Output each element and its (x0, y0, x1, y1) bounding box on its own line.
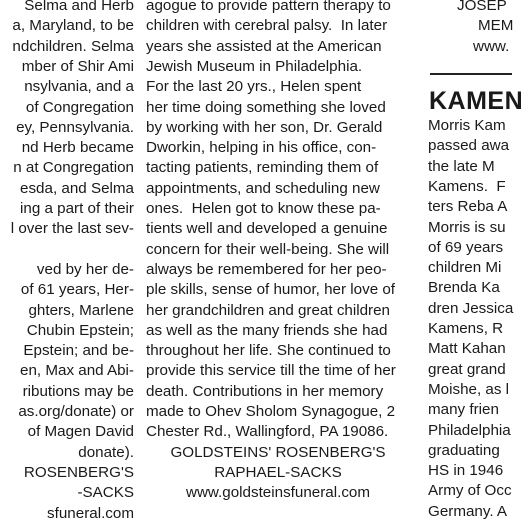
column-center (146, 0, 410, 512)
col2-line: GOLDSTEINS' ROSENBERG'S (170, 443, 386, 461)
col3-line: ters Reba A (428, 198, 508, 216)
col1-line: nsylvania, and a (24, 78, 134, 96)
col2-line: children with cerebral palsy. In later (146, 17, 388, 35)
col3-line: Army of Occ (428, 482, 512, 500)
col3-top-line: MEM (478, 17, 514, 35)
col1-line: ROSENBERG'S (23, 463, 134, 481)
col3-line: Matt Kahan (428, 340, 506, 358)
col2-line: concern for their well-being. She will (146, 240, 390, 258)
col2-line: made to Ohev Sholom Synagogue, 2 (146, 403, 396, 420)
col3-line: Kamens, R (428, 320, 504, 337)
col2-line: years she assisted at the American (146, 37, 382, 55)
column-right (428, 0, 514, 520)
col1-line: Chubin Epstein; (26, 321, 134, 339)
col2-line: death. Contributions in her memory (146, 382, 384, 400)
col3-line: great grand (428, 360, 506, 378)
col1-line: nd Herb became (21, 139, 134, 157)
col2-line: her grandchildren and great children (146, 301, 391, 319)
col1-line: n at Congregation (13, 159, 134, 177)
col3-top-line: JOSEP (457, 0, 507, 14)
col1-line: ghters, Marlene (28, 301, 134, 319)
col2-line: her time doing something she loved (146, 98, 386, 116)
col3-line: many frien (428, 401, 499, 419)
col3-top-line: www. (473, 37, 510, 55)
col3-line: graduating (428, 441, 500, 459)
col2-line: Dworkin, helping in his office, con- (146, 139, 377, 157)
col2-line: ple skills, sense of humor, her love of (146, 281, 396, 299)
section-divider (430, 73, 512, 75)
col2-line: RAPHAEL-SACKS (214, 463, 342, 481)
col1-line: Epstein; and be- (23, 342, 134, 360)
col1-line: -SACKS (77, 484, 134, 502)
col3-line: Moishe, as l (428, 380, 510, 398)
col2-line: appointments, and scheduling new (146, 179, 380, 197)
col2-line: always be remembered for her peo- (146, 260, 387, 278)
col1-line: a, Maryland, to be (12, 17, 134, 35)
col1-line: esda, and Selma (20, 179, 134, 197)
col1-line: of Magen David (27, 423, 134, 441)
col1-line: Selma and Herb (24, 0, 134, 14)
column-left (0, 0, 134, 522)
col1-line: of Congregation (25, 98, 134, 116)
col2-line: For the last 20 yrs., Helen spent (146, 78, 362, 96)
col3-line: Philadelphia (428, 421, 511, 439)
col2-line: Chester Rd., Wallingford, PA 19086. (146, 423, 389, 441)
col1-line: l over the last sev- (10, 220, 134, 238)
col3-line: Germany. A (428, 502, 508, 520)
col2-line: provide this service till the time of her (146, 362, 396, 380)
col2-line: as well as the many friends she had (146, 321, 388, 339)
col1-line: mber of Shir Ami (21, 57, 134, 75)
col2-line: agogue to provide pattern therapy to (146, 0, 391, 14)
col1-line: of 61 years, Her- (20, 281, 134, 299)
col1-line: sfuneral.com (47, 504, 134, 522)
col1-line: ey, Pennsylvania. (16, 118, 134, 136)
col2-line: tacting patients, reminding them of (146, 159, 379, 177)
col1-line: as.org/donate) or (18, 403, 134, 420)
obituary-heading: KAMEN (429, 87, 523, 115)
col2-line: by working with her son, Dr. Gerald (146, 118, 383, 136)
col3-line: Morris is su (428, 218, 506, 236)
col2-line: www.goldsteinsfuneral.com (185, 484, 371, 502)
col3-line: Morris Kam (428, 117, 506, 134)
col3-line: dren Jessica (428, 299, 514, 317)
col1-line: en, Max and Abi- (20, 362, 134, 380)
col1-line: donate). (78, 443, 134, 461)
col1-line: ved by her de- (36, 260, 134, 278)
col3-line: Brenda Ka (428, 279, 500, 297)
col3-line: HS in 1946 (428, 462, 504, 480)
col2-line: ones. Helen got to know these pa- (146, 200, 381, 217)
col1-line: ributions may be (22, 382, 134, 400)
col2-line: tients well and developed a genuine (146, 220, 388, 238)
col2-line: Jewish Museum in Philadelphia. (146, 57, 363, 75)
col3-line: the late M (428, 157, 495, 175)
col1-line: ing a part of their (20, 200, 134, 217)
col3-line: passed awa (428, 137, 510, 155)
col3-line: children Mi (428, 259, 502, 277)
col3-line: of 69 years (428, 238, 504, 256)
col3-line: Kamens. F (428, 177, 506, 195)
col1-line: ndchildren. Selma (12, 37, 134, 55)
col2-line: throughout her life. She continued to (146, 342, 391, 360)
